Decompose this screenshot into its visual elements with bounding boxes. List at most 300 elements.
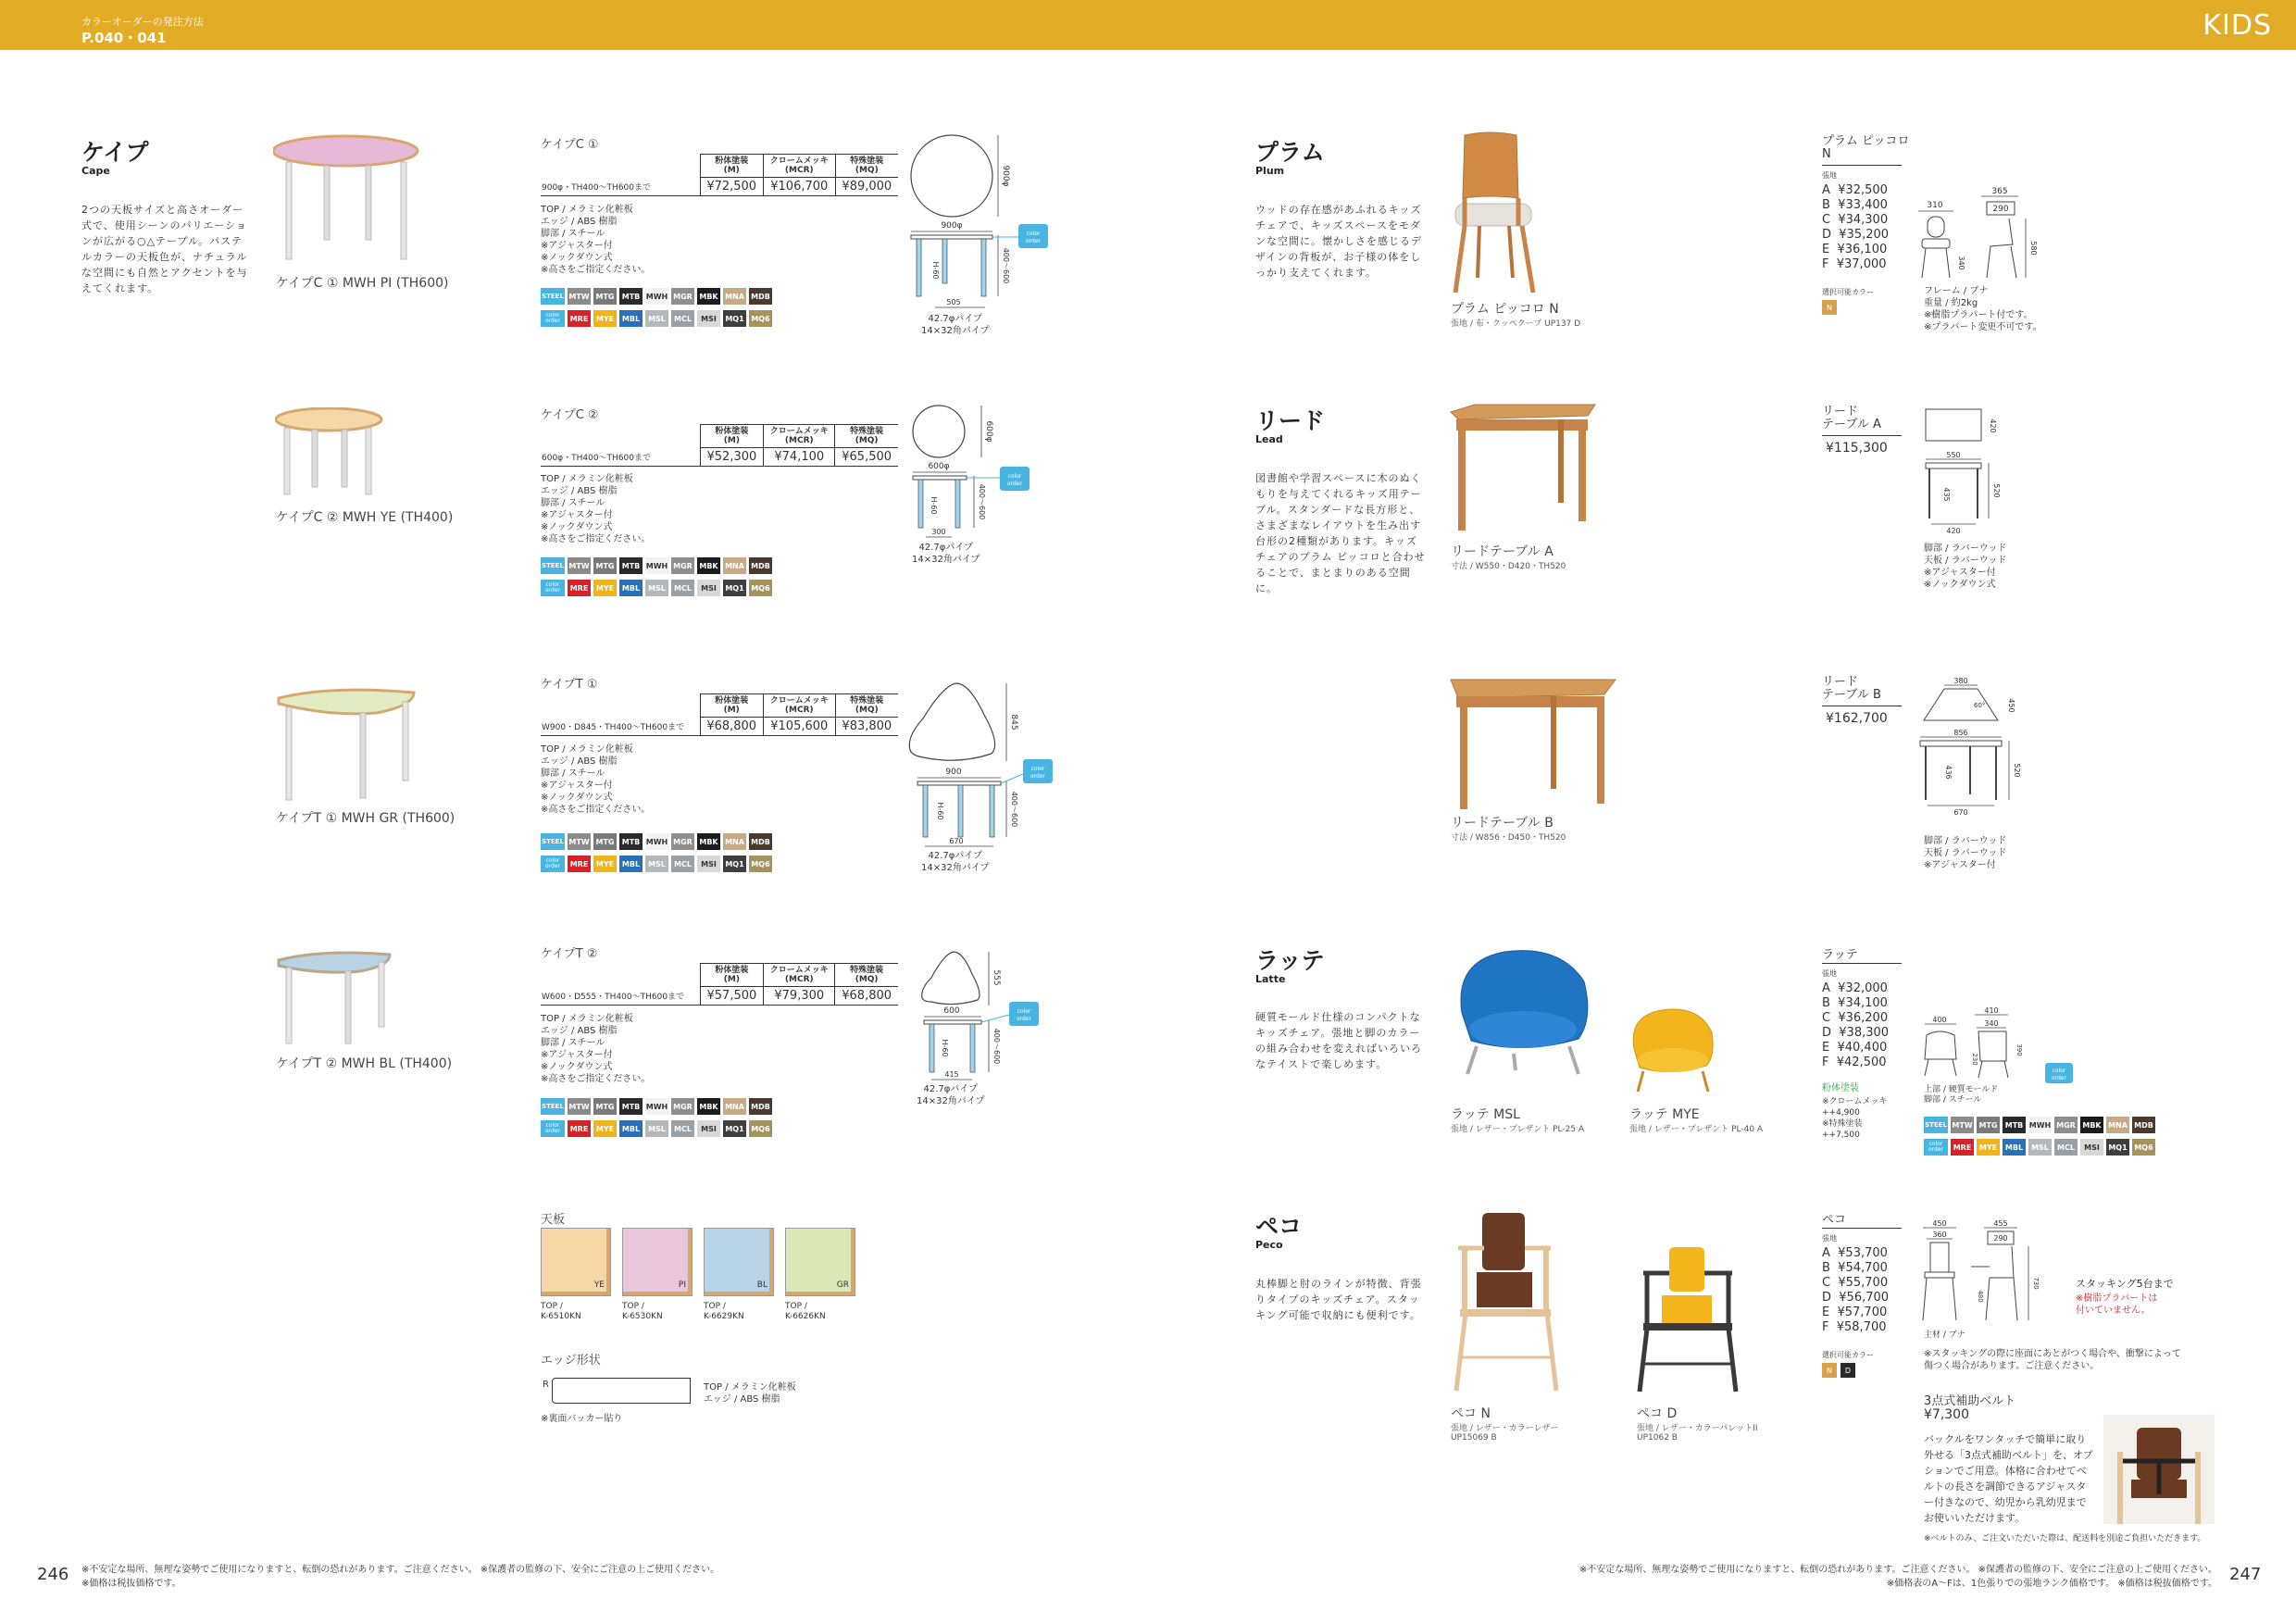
peco-belt-price: ¥7,300 bbox=[1924, 1407, 1969, 1422]
tops-row bbox=[541, 1228, 855, 1322]
lead-title-en: Lead bbox=[1255, 433, 1283, 445]
cape-t2-pipe: 42.7φパイプ 14×32角パイプ bbox=[917, 1084, 985, 1106]
svg-text:color: color bbox=[1026, 231, 1041, 237]
section-title: KIDS bbox=[2202, 9, 2272, 42]
footer-left-notes: ※不安定な場所、無理な姿勢でご使用になりますと、転倒の恐れがあります。ご注意ください。 ※保護者の監修の下、安全にご注意の上ご使用ください。 ※価格は税抜価格です。 bbox=[81, 1565, 720, 1589]
swatch-mtw: MTW bbox=[568, 833, 591, 850]
top-sample bbox=[622, 1228, 693, 1322]
swatch-mtb: MTB bbox=[619, 1098, 643, 1115]
color-order-label: color order bbox=[541, 856, 565, 872]
svg-text:order: order bbox=[1030, 773, 1045, 780]
lead-a-spec: 寸法 / W550・D420・TH520 bbox=[1451, 562, 1566, 571]
swatch-mwh: MWH bbox=[645, 557, 668, 574]
plum-description: ウッドの存在感があふれるキッズチェアで、キッズスペースをモダンな空間に。懐かしさを感じるデザインの背板が、お子様の体をしっかり支えてくれます。 bbox=[1255, 204, 1422, 279]
swatch-mye: MYE bbox=[1977, 1139, 2000, 1156]
lead-b-price-title: リード テーブル B bbox=[1822, 675, 1881, 702]
latte-paint-label: 粉体塗装 bbox=[1822, 1083, 1859, 1093]
tops-title: 天板 bbox=[541, 1213, 566, 1227]
latte-dim-h: 230 bbox=[1971, 1053, 1978, 1066]
peco-price-sub: 張地 bbox=[1822, 1234, 1837, 1243]
swatch-mbk: MBK bbox=[2080, 1117, 2103, 1133]
peco-n-name: ペコ N bbox=[1451, 1406, 1491, 1421]
cape-t2-image bbox=[275, 949, 395, 1051]
swatch-mcl: MCL bbox=[671, 310, 694, 327]
cape-t2-price-table bbox=[541, 963, 898, 1006]
svg-text:color: color bbox=[1007, 473, 1022, 480]
swatch-mq6: MQ6 bbox=[749, 310, 772, 327]
cape-t2-section: ケイプT ② bbox=[541, 947, 598, 961]
peco-dim-w2: 455 bbox=[1993, 1219, 2008, 1228]
peco-color-chip-d: D bbox=[1841, 1363, 1855, 1378]
swatch-msl: MSL bbox=[645, 580, 668, 596]
swatch-mdb: MDB bbox=[749, 557, 772, 574]
header-mq: 特殊塗装 (MQ) bbox=[835, 155, 898, 178]
swatch-mna: MNA bbox=[723, 1098, 746, 1115]
svg-text:color: color bbox=[1030, 766, 1045, 772]
peco-dim-h: 480 bbox=[1977, 1290, 1984, 1303]
swatch-mwh: MWH bbox=[645, 288, 668, 305]
latte-extra: ※クロームメッキ ++4,900 ※特殊塗装 ++7,500 bbox=[1822, 1097, 1888, 1140]
latte-p1-spec: 張地 / レザー・プレザント PL-25 A bbox=[1451, 1125, 1585, 1134]
lead-a-dim-w: 550 bbox=[1946, 451, 1961, 459]
swatch-mgr: MGR bbox=[671, 1098, 694, 1115]
swatch-msi: MSI bbox=[2080, 1139, 2103, 1156]
header-m: 粉体塗装 (M) bbox=[700, 425, 764, 448]
svg-text:color: color bbox=[1017, 1008, 1031, 1015]
cape-c2-price-table bbox=[541, 424, 898, 467]
top-label: TOP / K-6510KN bbox=[541, 1302, 581, 1321]
swatch-mcl: MCL bbox=[2054, 1139, 2078, 1156]
swatch-mgr: MGR bbox=[671, 833, 694, 850]
top-sample bbox=[704, 1228, 774, 1322]
latte-p2-name: ラッテ MYE bbox=[1629, 1107, 1700, 1122]
price-mcr: ¥74,100 bbox=[764, 448, 835, 467]
cape-c2-pipe: 42.7φパイプ 14×32角パイプ bbox=[912, 543, 980, 565]
lead-b-angle: 60° bbox=[1974, 702, 1986, 709]
swatch-mq6: MQ6 bbox=[749, 1120, 772, 1137]
plum-dim-w2: 365 bbox=[1991, 187, 2008, 196]
lead-table-b-image bbox=[1449, 676, 1625, 815]
peco-rule bbox=[1822, 1228, 1902, 1229]
lead-b-dim-h: 436 bbox=[1944, 765, 1953, 780]
plum-dim-w: 310 bbox=[1927, 201, 1943, 210]
swatch-mbl: MBL bbox=[619, 1120, 643, 1137]
plum-title-en: Plum bbox=[1255, 165, 1285, 177]
plum-dim-d: 290 bbox=[1992, 205, 2009, 214]
header-mcr: クロームメッキ (MCR) bbox=[764, 425, 835, 448]
swatch-msl: MSL bbox=[645, 310, 668, 327]
lead-a-dim-h: 435 bbox=[1942, 487, 1951, 502]
cape-c2-name: ケイプC ② MWH YE (TH400) bbox=[276, 510, 454, 525]
plum-spec: 張地 / 布・クッペクープ UP137 D bbox=[1451, 319, 1581, 329]
header-page-ref: P.040・041 bbox=[81, 30, 167, 46]
cape-t1-name: ケイプT ① MWH GR (TH600) bbox=[276, 811, 455, 826]
latte-title: ラッテ bbox=[1255, 947, 1325, 974]
swatch-msi: MSI bbox=[697, 580, 720, 596]
cape-description: 2つの天板サイズと高さオーダー式で、使用シーンのバリエーションが広がる○△テーブル。パステルカラーの天板色が、ナチュラルな空間にも自然とアクセントを与えてくれます。 bbox=[81, 204, 248, 294]
swatch-mgr: MGR bbox=[671, 557, 694, 574]
price-m: ¥52,300 bbox=[700, 448, 764, 467]
peco-stack-note: ※樹脂プラパートは 付いていません。 bbox=[2076, 1293, 2158, 1316]
price-mq: ¥65,500 bbox=[835, 448, 898, 467]
page-number-left: 246 bbox=[37, 1565, 69, 1584]
plum-price-sub: 張地 bbox=[1822, 171, 1837, 180]
swatch-mre: MRE bbox=[568, 1120, 591, 1137]
svg-text:order: order bbox=[1007, 481, 1022, 487]
plum-notes: フレーム / ブナ 重量 / 約2kg ※樹脂プラパート付です。 ※プラパート変更不可です。 bbox=[1924, 286, 2042, 332]
dim-b: 670 bbox=[949, 837, 964, 845]
price-m: ¥57,500 bbox=[700, 987, 764, 1006]
swatch-mtb: MTB bbox=[619, 833, 643, 850]
cape-c2-notes: TOP / メラミン化粧板 エッジ / ABS 樹脂 脚部 / スチール ※アジャスター付 ※ノックダウン式 ※高さをご指定ください。 bbox=[541, 474, 651, 544]
lead-b-dim-b: 670 bbox=[1953, 808, 1968, 817]
plum-title: プラム bbox=[1255, 139, 1325, 166]
plum-dim-h: 340 bbox=[1957, 256, 1965, 270]
lead-table-a-image bbox=[1449, 403, 1597, 532]
steel-label: STEEL bbox=[1924, 1117, 1948, 1133]
swatch-mna: MNA bbox=[723, 833, 746, 850]
top-sample bbox=[541, 1228, 611, 1322]
size: W900・D845・TH400〜TH600まで bbox=[541, 718, 700, 736]
swatch-mtg: MTG bbox=[593, 288, 617, 305]
swatch-mdb: MDB bbox=[749, 1098, 772, 1115]
swatch-msl: MSL bbox=[645, 856, 668, 872]
price-mcr: ¥105,600 bbox=[763, 718, 835, 736]
lead-a-name: リードテーブル A bbox=[1451, 544, 1554, 559]
price-mq: ¥83,800 bbox=[835, 718, 898, 736]
cape-t1-price-table bbox=[541, 693, 898, 736]
swatch-mye: MYE bbox=[593, 856, 617, 872]
swatch-mre: MRE bbox=[568, 310, 591, 327]
cape-t2-diagram bbox=[917, 946, 1055, 1104]
dim-h2: 400〜600 bbox=[978, 483, 986, 520]
plum-price-title: プラム ピッコロ N bbox=[1822, 134, 1910, 161]
steel-label: STEEL bbox=[541, 833, 565, 850]
swatch-mq1: MQ1 bbox=[723, 580, 746, 596]
peco-material: 主材 / ブナ bbox=[1924, 1330, 1965, 1340]
dim-top: 845 bbox=[1009, 714, 1018, 731]
header-mcr: クロームメッキ (MCR) bbox=[764, 964, 835, 987]
swatch-mdb: MDB bbox=[749, 833, 772, 850]
swatch-mtg: MTG bbox=[1977, 1117, 2000, 1133]
top-code: YE bbox=[593, 1280, 605, 1290]
latte-title-en: Latte bbox=[1255, 973, 1286, 985]
swatch-mbl: MBL bbox=[2003, 1139, 2026, 1156]
swatch-mgr: MGR bbox=[671, 288, 694, 305]
lead-b-diagram bbox=[1916, 674, 2037, 831]
header-mq: 特殊塗装 (MQ) bbox=[835, 964, 898, 987]
top-sample bbox=[785, 1228, 855, 1322]
peco-stack-warn: ※スタッキングの際に座面にあとがつく場合や、衝撃によって 傷つく場合があります。ご注意ください。 bbox=[1924, 1349, 2181, 1371]
swatch-mq1: MQ1 bbox=[2106, 1139, 2129, 1156]
peco-description: 丸棒脚と肘のラインが特徴、背張りタイプのキッズチェア。スタッキング可能で収納にも便利です。 bbox=[1255, 1278, 1422, 1321]
dim-top: 600φ bbox=[984, 420, 993, 443]
peco-dim-d: 360 bbox=[1932, 1230, 1947, 1239]
peco-d-spec: 張地 / レザー・カラーパレットII UP1062 B bbox=[1637, 1424, 1758, 1443]
lead-a-rule bbox=[1822, 435, 1902, 436]
cape-t1-notes: TOP / メラミン化粧板 エッジ / ABS 樹脂 脚部 / スチール ※アジャスター付 ※ノックダウン式 ※高さをご指定ください。 bbox=[541, 744, 651, 815]
size: W600・D555・TH400〜TH600まで bbox=[541, 987, 700, 1006]
edge-shape bbox=[552, 1378, 691, 1404]
latte-price-sub: 張地 bbox=[1822, 969, 1837, 978]
plum-prices: A ¥32,500 B ¥33,400 C ¥34,300 D ¥35,200 E ¥36,100 F ¥37,000 bbox=[1822, 183, 1890, 271]
cape-c1-section: ケイプC ① bbox=[541, 138, 599, 152]
header-m: 粉体塗装 (M) bbox=[700, 694, 763, 718]
latte-dim-h2: 390 bbox=[2015, 1043, 2023, 1056]
swatch-mdb: MDB bbox=[749, 288, 772, 305]
lead-b-dim-d: 450 bbox=[2007, 698, 2015, 713]
cape-t2-name: ケイプT ② MWH BL (TH400) bbox=[276, 1056, 453, 1071]
price-mcr: ¥106,700 bbox=[763, 178, 835, 196]
plum-dim-h2: 580 bbox=[2029, 241, 2038, 256]
swatch-mcl: MCL bbox=[671, 580, 694, 596]
color-order-label: color order bbox=[541, 580, 565, 596]
swatch-mbk: MBK bbox=[697, 288, 720, 305]
latte-swatches bbox=[1924, 1117, 2155, 1161]
dim-h: H-60 bbox=[930, 496, 938, 515]
dim-h: H-60 bbox=[941, 1039, 949, 1057]
swatch-msl: MSL bbox=[2028, 1139, 2052, 1156]
cape-c1-notes: TOP / メラミン化粧板 エッジ / ABS 樹脂 脚部 / スチール ※アジャスター付 ※ノックダウン式 ※高さをご指定ください。 bbox=[541, 205, 651, 275]
peco-belt-desc: バックルをワンタッチで簡単に取り外せる「3点式補助ベルト」を、オプションでご用意。体格に合わせてベルトの長さを調節できるアジャスター付きなので、幼児から乳幼児までお使いいただけます。 bbox=[1924, 1433, 2093, 1524]
latte-msl-image bbox=[1449, 944, 1597, 1083]
dim-w: 900 bbox=[945, 768, 962, 777]
lead-a-dim-d: 420 bbox=[1989, 418, 1997, 433]
swatch-mna: MNA bbox=[723, 288, 746, 305]
svg-text:order: order bbox=[1026, 238, 1041, 244]
price-mq: ¥68,800 bbox=[835, 987, 898, 1006]
swatch-mwh: MWH bbox=[2028, 1117, 2052, 1133]
swatch-mna: MNA bbox=[2106, 1117, 2129, 1133]
dim-w: 900φ bbox=[941, 221, 963, 231]
cape-t1-pipe: 42.7φパイプ 14×32角パイプ bbox=[921, 851, 990, 873]
dim-top: 900φ bbox=[1001, 165, 1010, 187]
plum-chair-image bbox=[1444, 130, 1546, 296]
cape-t1-diagram bbox=[903, 676, 1060, 880]
swatch-mtg: MTG bbox=[593, 557, 617, 574]
swatch-msi: MSI bbox=[697, 1120, 720, 1137]
dim-w: 600φ bbox=[928, 462, 950, 471]
latte-notes: 上部 / 硬質モールド 脚部 / スチール bbox=[1924, 1085, 1999, 1105]
swatch-mye: MYE bbox=[593, 580, 617, 596]
swatch-mtg: MTG bbox=[593, 1098, 617, 1115]
latte-dim-w: 400 bbox=[1932, 1016, 1947, 1024]
swatch-mye: MYE bbox=[593, 1120, 617, 1137]
swatch-mtg: MTG bbox=[593, 833, 617, 850]
top-label: TOP / K-6626KN bbox=[785, 1302, 826, 1321]
plum-price-rule bbox=[1822, 165, 1902, 166]
dim-h: H-60 bbox=[936, 802, 944, 820]
footer-right-notes: ※不安定な場所、無理な姿勢でご使用になりますと、転倒の恐れがあります。ご注意ください。 ※保護者の監修の下、安全にご注意の上ご使用ください。 ※価格表のA〜Fは、1色張りでの張地ランク価格です。 ※価格は税抜価格です。 bbox=[1578, 1565, 2217, 1589]
header-m: 粉体塗装 (M) bbox=[700, 964, 764, 987]
steel-label: STEEL bbox=[541, 557, 565, 574]
peco-price-title: ペコ bbox=[1822, 1213, 1847, 1227]
swatch-mtb: MTB bbox=[619, 557, 643, 574]
lead-a-dim-h2: 520 bbox=[1992, 483, 2001, 498]
lead-a-diagram bbox=[1916, 406, 2028, 535]
steel-label: STEEL bbox=[541, 1098, 565, 1115]
dim-top: 555 bbox=[992, 969, 1001, 986]
cape-t1-swatches bbox=[541, 833, 772, 878]
latte-p1-name: ラッテ MSL bbox=[1451, 1107, 1520, 1122]
cape-c2-swatches bbox=[541, 557, 772, 602]
svg-text:order: order bbox=[2052, 1075, 2066, 1081]
swatch-mbk: MBK bbox=[697, 833, 720, 850]
plum-product: プラム ピッコロ N bbox=[1451, 302, 1559, 317]
peco-color-label: 選択可能カラー bbox=[1822, 1351, 1874, 1359]
lead-b-price: ¥162,700 bbox=[1826, 711, 1888, 726]
edge-title: エッジ形状 bbox=[541, 1354, 601, 1368]
peco-diagram bbox=[1921, 1218, 2078, 1330]
peco-prices: A ¥53,700 B ¥54,700 C ¥55,700 D ¥56,700 E ¥57,700 F ¥58,700 bbox=[1822, 1246, 1890, 1334]
peco-belt-image bbox=[2103, 1415, 2215, 1524]
peco-dim-w: 450 bbox=[1932, 1219, 1947, 1228]
price-mcr: ¥79,300 bbox=[764, 987, 835, 1006]
size: 900φ・TH400〜TH600まで bbox=[541, 178, 700, 196]
plum-color-chip: N bbox=[1822, 300, 1837, 315]
peco-d-image bbox=[1634, 1245, 1745, 1393]
lead-b-dim-w: 380 bbox=[1953, 677, 1968, 685]
top-code: BL bbox=[756, 1280, 767, 1290]
cape-t1-image bbox=[275, 685, 423, 806]
swatch-mcl: MCL bbox=[671, 856, 694, 872]
header-mcr: クロームメッキ (MCR) bbox=[763, 694, 835, 718]
swatch-msi: MSI bbox=[697, 856, 720, 872]
swatch-mdb: MDB bbox=[2132, 1117, 2155, 1133]
swatch-mbl: MBL bbox=[619, 580, 643, 596]
cape-title: ケイプ bbox=[81, 139, 149, 166]
swatch-mwh: MWH bbox=[645, 1098, 668, 1115]
dim-h: H-60 bbox=[931, 261, 940, 280]
top-code: PI bbox=[678, 1280, 686, 1290]
color-order-label: color order bbox=[541, 1120, 565, 1137]
lead-b-notes: 脚部 / ラバーウッド 天板 / ラバーウッド ※アジャスター付 bbox=[1924, 836, 2007, 870]
dim-h2: 400〜600 bbox=[992, 1028, 1001, 1065]
lead-b-dim-w2: 856 bbox=[1953, 729, 1968, 737]
dim-b: 415 bbox=[944, 1070, 959, 1079]
swatch-mwh: MWH bbox=[645, 833, 668, 850]
latte-prices: A ¥32,000 B ¥34,100 C ¥36,200 D ¥38,300 E ¥40,400 F ¥42,500 bbox=[1822, 981, 1890, 1069]
header-mcr: クロームメッキ (MCR) bbox=[763, 155, 835, 178]
price-mq: ¥89,000 bbox=[835, 178, 898, 196]
lead-a-price-title: リード テーブル A bbox=[1822, 405, 1881, 431]
lead-description: 図書館や学習スペースに木のぬくもりを与えてくれるキッズ用テーブル。スタンダードな長方形と、さまざまなレイアウトを生み出す台形の2種類があります。キッズチェアのプラム ピッコロと合わせることで、まとまりのある空間に。 bbox=[1255, 472, 1426, 594]
lead-b-dim-h2: 520 bbox=[2013, 763, 2021, 778]
lead-a-price: ¥115,300 bbox=[1826, 441, 1888, 456]
cape-c1-name: ケイプC ① MWH PI (TH600) bbox=[276, 276, 449, 291]
peco-color-chip-n: N bbox=[1822, 1363, 1837, 1378]
cape-c1-pipe: 42.7φパイプ 14×32角パイプ bbox=[921, 314, 990, 336]
top-label: TOP / K-6629KN bbox=[704, 1302, 744, 1321]
swatch-mtw: MTW bbox=[568, 557, 591, 574]
latte-dim-d: 340 bbox=[1984, 1019, 1999, 1028]
peco-d-name: ペコ D bbox=[1637, 1406, 1678, 1421]
cape-c1-diagram bbox=[898, 131, 1055, 335]
price-m: ¥68,800 bbox=[700, 718, 763, 736]
svg-text:color: color bbox=[2052, 1068, 2066, 1074]
header-m: 粉体塗装 (M) bbox=[700, 155, 763, 178]
lead-a-notes: 脚部 / ラバーウッド 天板 / ラバーウッド ※アジャスター付 ※ノックダウン式 bbox=[1924, 543, 2007, 590]
lead-b-name: リードテーブル B bbox=[1451, 816, 1554, 831]
peco-stack: スタッキング5台まで bbox=[2076, 1278, 2174, 1290]
latte-dim-w2: 410 bbox=[1984, 1006, 1999, 1015]
swatch-mq1: MQ1 bbox=[723, 1120, 746, 1137]
peco-title-en: Peco bbox=[1255, 1239, 1283, 1251]
header-mq: 特殊塗装 (MQ) bbox=[835, 425, 898, 448]
swatch-mcl: MCL bbox=[671, 1120, 694, 1137]
swatch-mgr: MGR bbox=[2054, 1117, 2078, 1133]
cape-c1-image bbox=[273, 134, 421, 264]
edge-note: TOP / メラミン化粧板 エッジ / ABS 樹脂 bbox=[704, 1382, 796, 1405]
swatch-mq6: MQ6 bbox=[749, 580, 772, 596]
latte-rule bbox=[1822, 963, 1902, 964]
peco-n-spec: 張地 / レザー・カラーレザー UP15069 B bbox=[1451, 1424, 1559, 1443]
plum-diagram bbox=[1916, 185, 2055, 287]
peco-n-image bbox=[1449, 1209, 1578, 1394]
steel-label: STEEL bbox=[541, 288, 565, 305]
latte-description: 硬質モールド仕様のコンパクトなキッズチェア。張地と脚のカラーの組み合わせを変えればいろいろなテイストで楽しめます。 bbox=[1255, 1011, 1422, 1070]
lead-a-dim-b: 420 bbox=[1946, 527, 1961, 535]
peco-belt-title: 3点式補助ベルト bbox=[1924, 1394, 2016, 1408]
latte-mye-image bbox=[1625, 1005, 1717, 1097]
swatch-mye: MYE bbox=[593, 310, 617, 327]
swatch-mre: MRE bbox=[568, 580, 591, 596]
swatch-mq1: MQ1 bbox=[723, 856, 746, 872]
swatch-mtb: MTB bbox=[2003, 1117, 2026, 1133]
peco-dim-h2: 730 bbox=[2032, 1277, 2040, 1290]
plum-color-label: 選択可能カラー bbox=[1822, 288, 1874, 296]
swatch-mre: MRE bbox=[568, 856, 591, 872]
swatch-mbl: MBL bbox=[619, 856, 643, 872]
swatch-mbl: MBL bbox=[619, 310, 643, 327]
lead-b-spec: 寸法 / W856・D450・TH520 bbox=[1451, 833, 1566, 843]
swatch-mbk: MBK bbox=[697, 1098, 720, 1115]
swatch-mtw: MTW bbox=[1951, 1117, 1974, 1133]
top-label: TOP / K-6530KN bbox=[622, 1302, 663, 1321]
swatch-mtb: MTB bbox=[619, 288, 643, 305]
swatch-msi: MSI bbox=[697, 310, 720, 327]
color-order-label: color order bbox=[541, 310, 565, 327]
header-mq: 特殊塗装 (MQ) bbox=[835, 694, 898, 718]
swatch-mtw: MTW bbox=[568, 288, 591, 305]
swatch-mq6: MQ6 bbox=[749, 856, 772, 872]
edge-r-label: R bbox=[543, 1380, 549, 1390]
cape-t1-section: ケイプT ① bbox=[541, 678, 598, 692]
peco-dim-d2: 290 bbox=[1993, 1234, 2008, 1243]
cape-title-en: Cape bbox=[81, 165, 110, 177]
dim-h2: 400〜600 bbox=[1010, 791, 1018, 828]
swatch-mna: MNA bbox=[723, 557, 746, 574]
price-m: ¥72,500 bbox=[700, 178, 763, 196]
cape-c2-image bbox=[275, 407, 386, 500]
size: 600φ・TH400〜TH600まで bbox=[541, 448, 700, 467]
peco-title: ペコ bbox=[1255, 1213, 1303, 1240]
cape-t2-swatches bbox=[541, 1098, 772, 1143]
swatch-mtw: MTW bbox=[568, 1098, 591, 1115]
cape-t2-notes: TOP / メラミン化粧板 エッジ / ABS 樹脂 脚部 / スチール ※アジャスター付 ※ノックダウン式 ※高さをご指定ください。 bbox=[541, 1014, 651, 1084]
dim-b: 300 bbox=[931, 528, 946, 536]
dim-h2: 400〜600 bbox=[1002, 247, 1010, 284]
latte-price-title: ラッテ bbox=[1822, 948, 1858, 962]
swatch-mq6: MQ6 bbox=[2132, 1139, 2155, 1156]
cape-c2-section: ケイプC ② bbox=[541, 408, 599, 422]
cape-c1-price-table bbox=[541, 154, 898, 196]
lead-title: リード bbox=[1255, 407, 1326, 434]
swatch-mbk: MBK bbox=[697, 557, 720, 574]
edge-foot: ※裏面バッカー貼り bbox=[541, 1414, 623, 1424]
header-subtitle: カラーオーダーの発注方法 bbox=[81, 16, 204, 28]
swatch-mq1: MQ1 bbox=[723, 310, 746, 327]
